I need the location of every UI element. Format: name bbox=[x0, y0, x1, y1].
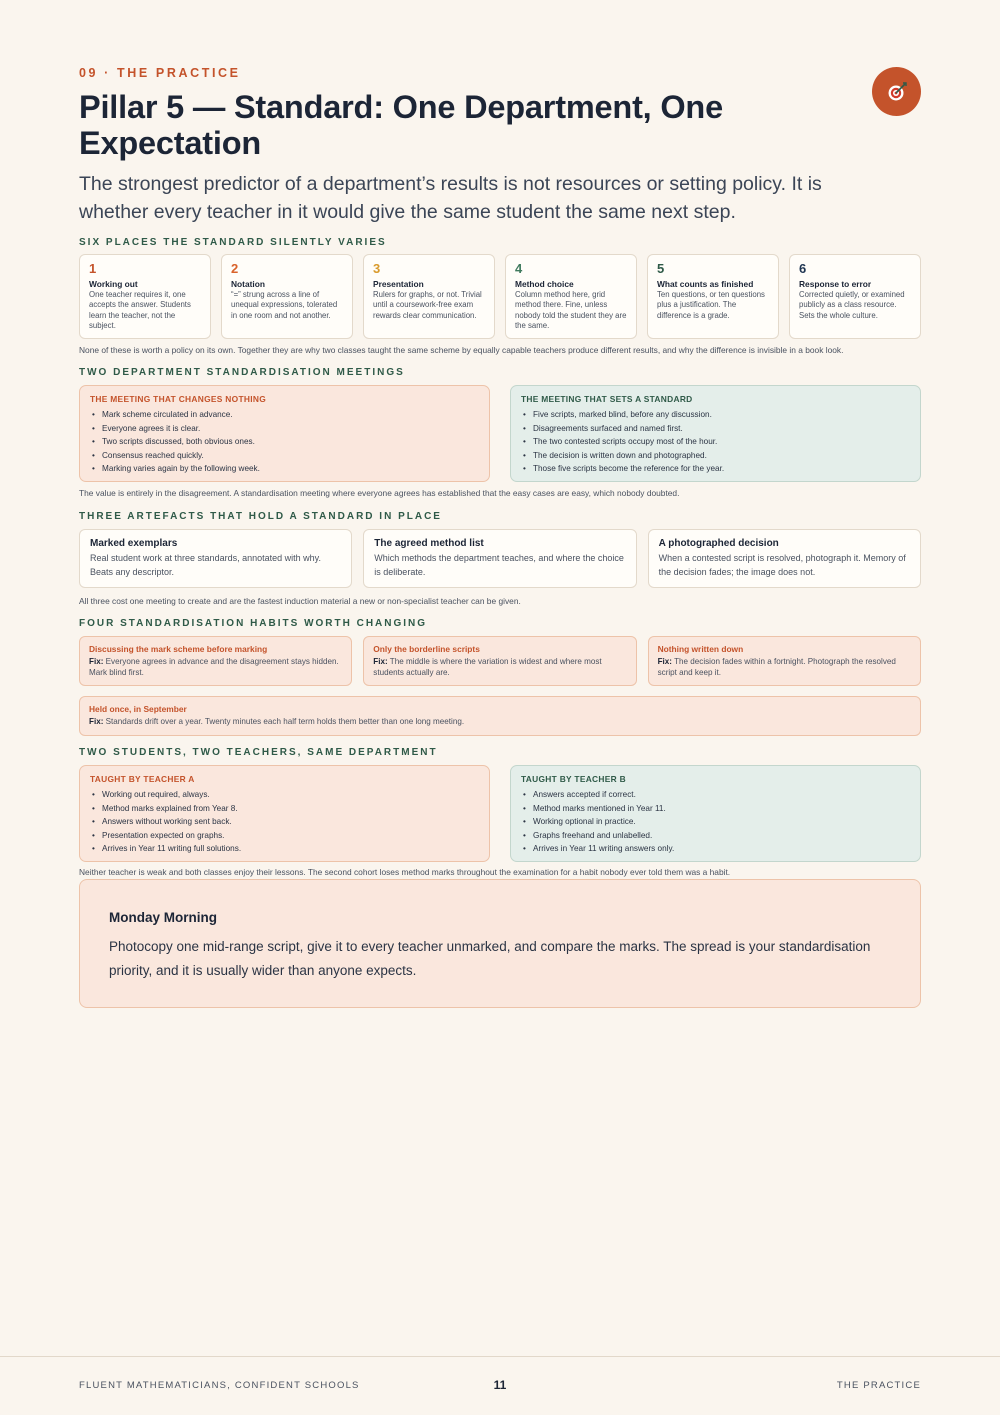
variation-card bbox=[79, 254, 211, 339]
artefact-card bbox=[648, 529, 921, 588]
card-body: Ten questions, or ten questions plus a justification. The difference is a grade. bbox=[657, 290, 765, 320]
card-number: 5 bbox=[657, 261, 665, 276]
teacher-a-box bbox=[79, 765, 490, 862]
page-number: 11 bbox=[493, 1378, 507, 1392]
card-number: 3 bbox=[373, 261, 381, 276]
habit-fix bbox=[89, 656, 342, 678]
artefact-card bbox=[79, 529, 352, 588]
artefact-body: Which methods the department teaches, and where the choice is deliberate. bbox=[374, 553, 624, 577]
six-places-row bbox=[79, 254, 921, 339]
list-item: • The two contested scripts occupy most of the hour. bbox=[521, 435, 910, 449]
variation-card bbox=[505, 254, 637, 339]
fix-label: Fix: bbox=[373, 657, 388, 666]
content bbox=[79, 66, 921, 1008]
fix-label: Fix: bbox=[89, 657, 104, 666]
bad-meeting-list bbox=[90, 408, 479, 476]
teacher-b-title: TAUGHT BY TEACHER B bbox=[521, 774, 626, 784]
card-number: 1 bbox=[89, 261, 97, 276]
list-item: • The decision is written down and photographed. bbox=[521, 449, 910, 463]
habit-fix bbox=[89, 716, 911, 727]
artefacts-heading: THREE ARTEFACTS THAT HOLD A STANDARD IN PLACE bbox=[79, 511, 442, 522]
footer bbox=[79, 1378, 921, 1394]
habit-card bbox=[79, 636, 352, 686]
artefacts-row bbox=[79, 529, 921, 588]
card-title: Notation bbox=[231, 279, 265, 289]
card-body: Rulers for graphs, or not. Trivial until a coursework-free exam rewards clear communication. bbox=[373, 290, 482, 320]
artefacts-note: All three cost one meeting to create and are the fastest induction material a new or non-specialist teacher can be given. bbox=[79, 596, 521, 606]
card-title: Response to error bbox=[799, 279, 872, 289]
habit-card-wide bbox=[79, 696, 921, 736]
good-meeting-title: THE MEETING THAT SETS A STANDARD bbox=[521, 394, 693, 404]
habits-heading: FOUR STANDARDISATION HABITS WORTH CHANGING bbox=[79, 618, 428, 629]
good-meeting-box bbox=[510, 385, 921, 482]
list-item: • Mark scheme circulated in advance. bbox=[90, 408, 479, 422]
variation-card bbox=[789, 254, 921, 339]
fix-label: Fix: bbox=[89, 717, 104, 726]
list-item: • Answers accepted if correct. bbox=[521, 788, 910, 802]
habit-card bbox=[648, 636, 921, 686]
card-number: 6 bbox=[799, 261, 807, 276]
habits-row bbox=[79, 636, 921, 686]
page-title: Pillar 5 — Standard: One Department, One Expectation bbox=[79, 89, 723, 161]
variation-card bbox=[363, 254, 495, 339]
list-item: • Working out required, always. bbox=[90, 788, 479, 802]
card-body: “=” strung across a line of unequal expressions, tolerated in one room and not another. bbox=[231, 290, 338, 320]
artefact-card bbox=[363, 529, 636, 588]
list-item: • Those five scripts become the reference for the year. bbox=[521, 462, 910, 476]
list-item: • Disagreements surfaced and named first. bbox=[521, 422, 910, 436]
list-item: • Method marks explained from Year 8. bbox=[90, 802, 479, 816]
footer-divider bbox=[0, 1356, 1000, 1357]
artefact-body: Real student work at three standards, annotated with why. Beats any descriptor. bbox=[90, 553, 321, 577]
students-heading: TWO STUDENTS, TWO TEACHERS, SAME DEPARTMENT bbox=[79, 747, 438, 758]
teacher-a-list bbox=[90, 788, 479, 856]
meetings-heading: TWO DEPARTMENT STANDARDISATION MEETINGS bbox=[79, 367, 405, 378]
habit-title: Nothing written down bbox=[657, 644, 744, 654]
habit-fix bbox=[658, 656, 911, 678]
footer-book-title: FLUENT MATHEMATICIANS, CONFIDENT SCHOOLS bbox=[79, 1380, 360, 1391]
habit-fix bbox=[373, 656, 626, 678]
habit-title: Only the borderline scripts bbox=[373, 644, 480, 654]
list-item: • Everyone agrees it is clear. bbox=[90, 422, 479, 436]
list-item: • Arrives in Year 11 writing full solutions. bbox=[90, 842, 479, 856]
card-body: Column method here, grid method there. Fine, unless nobody told the student they are the same. bbox=[515, 290, 627, 331]
artefact-title: Marked exemplars bbox=[90, 538, 178, 549]
students-row bbox=[79, 765, 921, 862]
six-places-heading: SIX PLACES THE STANDARD SILENTLY VARIES bbox=[79, 237, 387, 248]
artefact-title: The agreed method list bbox=[374, 538, 484, 549]
bad-meeting-title: THE MEETING THAT CHANGES NOTHING bbox=[90, 394, 267, 404]
teacher-a-title: TAUGHT BY TEACHER A bbox=[90, 774, 195, 784]
list-item: • Marking varies again by the following week. bbox=[90, 462, 479, 476]
habit-title: Discussing the mark scheme before marking bbox=[89, 644, 268, 654]
list-item: • Arrives in Year 11 writing answers only. bbox=[521, 842, 910, 856]
monday-morning-callout bbox=[79, 879, 921, 1008]
variation-card bbox=[647, 254, 779, 339]
list-item: • Presentation expected on graphs. bbox=[90, 829, 479, 843]
card-title: Method choice bbox=[515, 279, 574, 289]
teacher-b-list bbox=[521, 788, 910, 856]
fix-text: Standards drift over a year. Twenty minutes each half term holds them better than one long meeting. bbox=[105, 717, 465, 726]
bad-meeting-box bbox=[79, 385, 490, 482]
list-item: • Five scripts, marked blind, before any discussion. bbox=[521, 408, 910, 422]
fix-text: Everyone agrees in advance and the disagreement stays hidden. Mark blind first. bbox=[89, 657, 339, 677]
card-title: What counts as finished bbox=[657, 279, 754, 289]
footer-section: THE PRACTICE bbox=[836, 1380, 921, 1391]
fix-label: Fix: bbox=[657, 657, 672, 666]
habit-card bbox=[363, 636, 636, 686]
list-item: • Two scripts discussed, both obvious ones. bbox=[90, 435, 479, 449]
fix-text: The decision fades within a fortnight. Photograph the resolved script and keep it. bbox=[657, 657, 896, 677]
habit-title: Held once, in September bbox=[89, 704, 187, 714]
card-number: 2 bbox=[231, 261, 239, 276]
list-item: • Working optional in practice. bbox=[521, 815, 910, 829]
page-subtitle: The strongest predictor of a department’s results is not resources or setting policy. It is whether every teacher in it would give the same student the same next step. bbox=[79, 173, 822, 223]
card-body: One teacher requires it, one accepts the answer. Students learn the teacher, not the subject. bbox=[89, 290, 191, 331]
callout-title: Monday Morning bbox=[109, 910, 217, 925]
callout-body: Photocopy one mid-range script, give it to every teacher unmarked, and compare the marks. The spread is your standardisation priority, and it is usually wider than anyone expects. bbox=[109, 939, 871, 978]
six-places-note: None of these is worth a policy on its own. Together they are why two classes taught the same scheme by equally capable teachers produce different results, and why the difference is invisible in a book look. bbox=[79, 345, 844, 355]
card-body: Corrected quietly, or examined publicly as a class resource. Sets the whole culture. bbox=[799, 290, 905, 320]
teacher-b-box bbox=[510, 765, 921, 862]
meetings-note: The value is entirely in the disagreement. A standardisation meeting where everyone agrees has established that the easy cases are easy, which nobody doubted. bbox=[79, 488, 680, 498]
fix-text: The middle is where the variation is widest and where most students actually are. bbox=[373, 657, 602, 677]
list-item: • Graphs freehand and unlabelled. bbox=[521, 829, 910, 843]
meetings-row bbox=[79, 385, 921, 482]
section-kicker: 09 · THE PRACTICE bbox=[79, 66, 241, 80]
card-title: Presentation bbox=[373, 279, 424, 289]
artefact-title: A photographed decision bbox=[658, 538, 779, 549]
artefact-body: When a contested script is resolved, photograph it. Memory of the decision fades; the image does not. bbox=[658, 553, 906, 577]
card-number: 4 bbox=[515, 261, 523, 276]
list-item: • Method marks mentioned in Year 11. bbox=[521, 802, 910, 816]
good-meeting-list bbox=[521, 408, 910, 476]
list-item: • Answers without working sent back. bbox=[90, 815, 479, 829]
card-title: Working out bbox=[89, 279, 138, 289]
students-note: Neither teacher is weak and both classes enjoy their lessons. The second cohort loses method marks throughout the examination for a habit nobody ever told them was a habit. bbox=[79, 867, 731, 877]
list-item: • Consensus reached quickly. bbox=[90, 449, 479, 463]
variation-card bbox=[221, 254, 353, 339]
